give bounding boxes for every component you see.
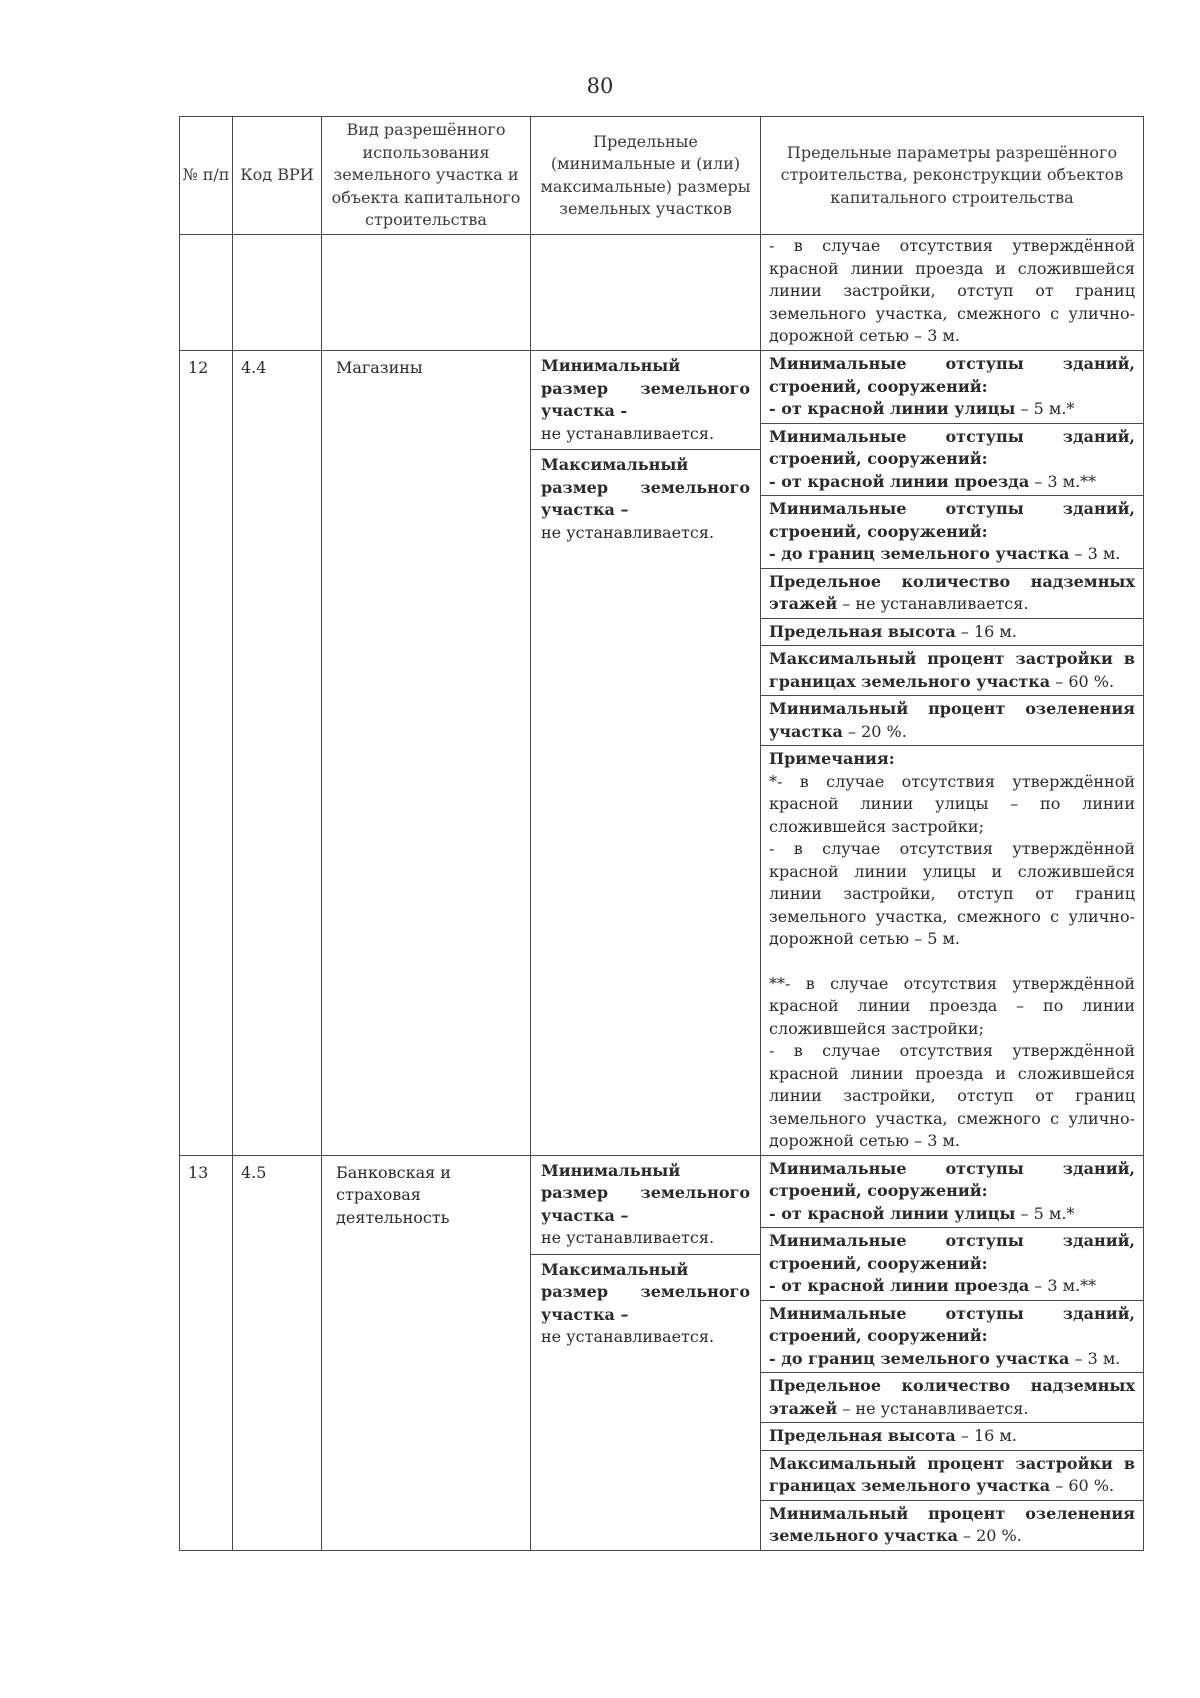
- note-text: **- в случае отсутствия утверждённой красной линии проезда – по линии сложившейся застройки;: [769, 973, 1135, 1038]
- row-sizes: [531, 351, 761, 1156]
- continuation-row: [180, 235, 1144, 351]
- regulations-table: [179, 116, 1144, 1551]
- note-text: - в случае отсутствия утверждённой красной линии улицы и сложившейся линии застройки, отступ от границ земельного участка, смежного с улично-дорожной сетью – 5 м.: [769, 839, 1135, 948]
- notes-title: Примечания:: [769, 749, 895, 768]
- param-height: Предельная высота – 16 м.: [761, 1423, 1143, 1451]
- row-num: 12: [180, 351, 233, 1156]
- table-row: [180, 1155, 1144, 1550]
- param-build-percent: Максимальный процент застройки в границах земельного участка – 60 %.: [761, 646, 1143, 696]
- param-setback-boundary: Минимальные отступы зданий, строений, сооружений: - до границ земельного участка – 3 м.: [761, 496, 1143, 569]
- row-use-name: Магазины: [322, 351, 531, 1156]
- row-params: [761, 1155, 1144, 1550]
- row-code: 4.5: [233, 1155, 322, 1550]
- note-text: *- в случае отсутствия утверждённой красной линии улицы – по линии сложившейся застройки;: [769, 771, 1135, 836]
- param-height: Предельная высота – 16 м.: [761, 619, 1143, 647]
- param-green-percent: Минимальный процент озеленения участка – 20 %.: [761, 696, 1143, 746]
- param-setback-driveway: Минимальные отступы зданий, строений, сооружений: - от красной линии проезда – 3 м.**: [761, 424, 1143, 497]
- param-setback-street: Минимальные отступы зданий, строений, сооружений: - от красной линии улицы – 5 м.*: [761, 351, 1143, 424]
- param-floors: Предельное количество надземных этажей – не устанавливается.: [761, 569, 1143, 619]
- continuation-text: - в случае отсутствия утверждённой красной линии проезда и сложившейся линии застройки, отступ от границ земельного участка, смежного с улично-дорожной сетью – 3 м.: [769, 236, 1135, 345]
- row-num: 13: [180, 1155, 233, 1550]
- header-params: Предельные параметры разрешённого строительства, реконструкции объектов капитального строительства: [761, 117, 1144, 235]
- min-size-block: Минимальный размер земельного участка – не устанавливается.: [531, 1156, 760, 1255]
- param-build-percent: Максимальный процент застройки в границах земельного участка – 60 %.: [761, 1451, 1143, 1501]
- header-num: № п/п: [180, 117, 233, 235]
- param-floors: Предельное количество надземных этажей – не устанавливается.: [761, 1373, 1143, 1423]
- row-code: 4.4: [233, 351, 322, 1156]
- header-use: Вид разрешённого использования земельного участка и объекта капитального строительства: [322, 117, 531, 235]
- param-setback-boundary: Минимальные отступы зданий, строений, сооружений: - до границ земельного участка – 3 м.: [761, 1301, 1143, 1374]
- max-size-block: Максимальный размер земельного участка – не устанавливается.: [541, 455, 750, 542]
- row-params: [761, 351, 1144, 1156]
- table-row: [180, 351, 1144, 1156]
- row-sizes: [531, 1155, 761, 1550]
- page-number: 80: [586, 74, 614, 98]
- header-code: Код ВРИ: [233, 117, 322, 235]
- param-setback-street: Минимальные отступы зданий, строений, сооружений: - от красной линии улицы – 5 м.*: [761, 1156, 1143, 1229]
- param-setback-driveway: Минимальные отступы зданий, строений, сооружений: - от красной линии проезда – 3 м.**: [761, 1228, 1143, 1301]
- table-header-row: [180, 117, 1144, 235]
- param-green-percent: Минимальный процент озеленения земельного участка – 20 %.: [769, 1503, 1135, 1545]
- note-text: - в случае отсутствия утверждённой красной линии проезда и сложившейся линии застройки, отступ от границ земельного участка, смежного с улично-дорожной сетью – 3 м.: [769, 1041, 1135, 1150]
- row-use-name: Банковская и страховая деятельность: [322, 1155, 531, 1550]
- notes-block: [761, 746, 1143, 1155]
- min-size-block: Минимальный размер земельного участка - не устанавливается.: [531, 351, 760, 450]
- header-sizes: Предельные (минимальные и (или) максимальные) размеры земельных участков: [531, 117, 761, 235]
- max-size-block: Максимальный размер земельного участка – не устанавливается.: [541, 1259, 750, 1346]
